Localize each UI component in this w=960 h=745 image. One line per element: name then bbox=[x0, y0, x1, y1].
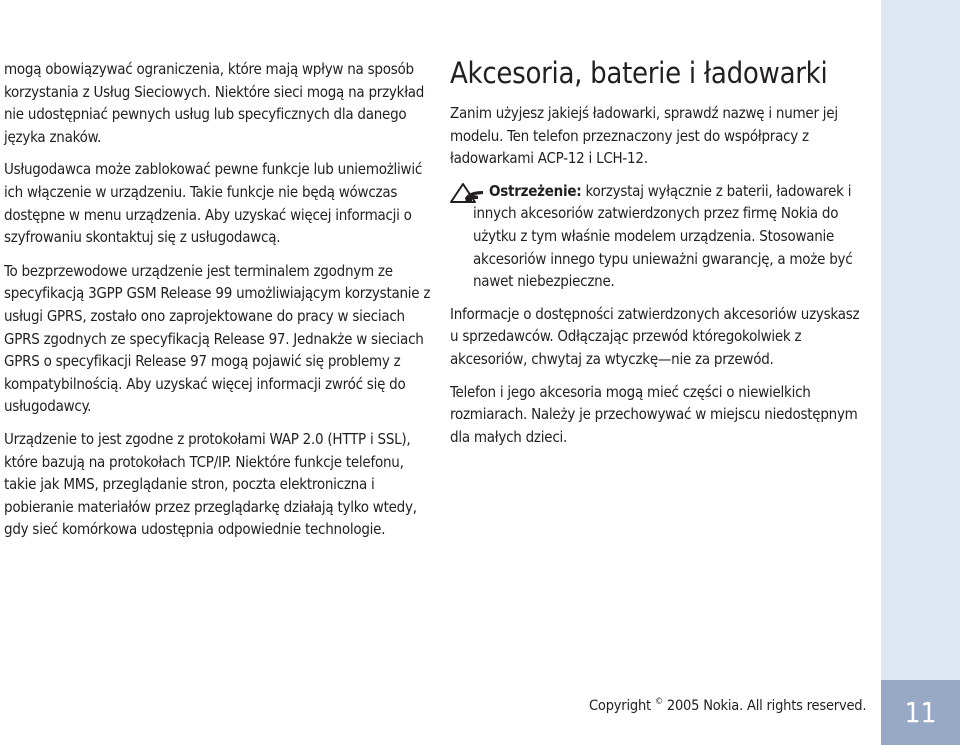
body-paragraph: Usługodawca może zablokować pewne funkcje lub uniemożliwić ich włączenie w urządzeniu. Takie funkcje nie będą wówczas dostępne w menu urządzenia. Aby uzyskać więcej informacji o szyfrowaniu skontaktuj się z usługodawcą. bbox=[4, 160, 423, 247]
body-paragraph: To bezprzewodowe urządzenie jest terminalem zgodnym ze specyfikacją 3GPP GSM Release 99 umożliwiającym korzystanie z usługi GPRS, zostało ono zaprojektowane do pracy w sieciach GPRS zgodnych ze specyfikacją Release 97. Jednakże w sieciach GPRS o specyfikacji Release 97 mogą pojawić się problemy z kompatybilnością. Aby uzyskać więcej informacji zwróć się do usługodawcy. bbox=[4, 261, 431, 416]
warning-block bbox=[450, 180, 870, 293]
body-paragraph: Urządzenie to jest zgodne z protokołami WAP 2.0 (HTTP i SSL), które bazują na protokołach TCP/IP. Niektóre funkcje telefonu, takie jak MMS, przeglądanie stron, poczta elektroniczna i pobieranie materiałów przez przeglądarkę działają tylko wtedy, gdy sieć komórkowa udostępnia odpowiednie technologie. bbox=[4, 429, 417, 539]
body-paragraph: mogą obowiązywać ograniczenia, które mają wpływ na sposób korzystania z Usług Sieciowych. Niektóre sieci mogą na przykład nie udostępniać pewnych usług lub specyficznych dla danego języka znaków. bbox=[4, 60, 425, 146]
copyright-text: 2005 Nokia. All rights reserved. bbox=[666, 698, 867, 714]
body-paragraph: Informacje o dostępności zatwierdzonych akcesoriów uzyskasz u sprzedawców. Odłączając przewód któregokolwiek z akcesoriów, chwytaj za wtyczkę—nie za przewód. bbox=[450, 304, 860, 368]
warning-body: korzystaj wyłącznie z baterii, ładowarek i innych akcesoriów zatwierdzonych przez firmę Nokia do użytku z tym właśnie modelem urządzenia. Stosowanie akcesoriów innego typu unieważni gwarancję, a może być nawet niebezpieczne. bbox=[473, 181, 853, 291]
warning-label: Ostrzeżenie: bbox=[489, 181, 582, 200]
left-column bbox=[4, 58, 434, 551]
copyright-prefix: Copyright bbox=[589, 698, 651, 714]
intro-paragraph: Zanim użyjesz jakiejś ładowarki, sprawdź nazwę i numer jej modelu. Ten telefon przeznaczony jest do współpracy z ładowarkami ACP-12 i LCH-12. bbox=[450, 104, 838, 168]
section-heading: Akcesoria, baterie i ładowarki bbox=[450, 56, 828, 90]
warning-hand-icon bbox=[450, 181, 486, 203]
page-number: 11 bbox=[881, 680, 960, 745]
body-paragraph: Telefon i jego akcesoria mogą mieć części o niewielkich rozmiarach. Należy je przechowywać w miejscu niedostępnym dla małych dzieci. bbox=[450, 382, 858, 446]
copyright-notice bbox=[589, 697, 866, 714]
side-margin-band bbox=[881, 0, 960, 745]
warning-text bbox=[473, 180, 870, 293]
copyright-symbol: © bbox=[654, 697, 663, 707]
right-column bbox=[450, 56, 870, 458]
